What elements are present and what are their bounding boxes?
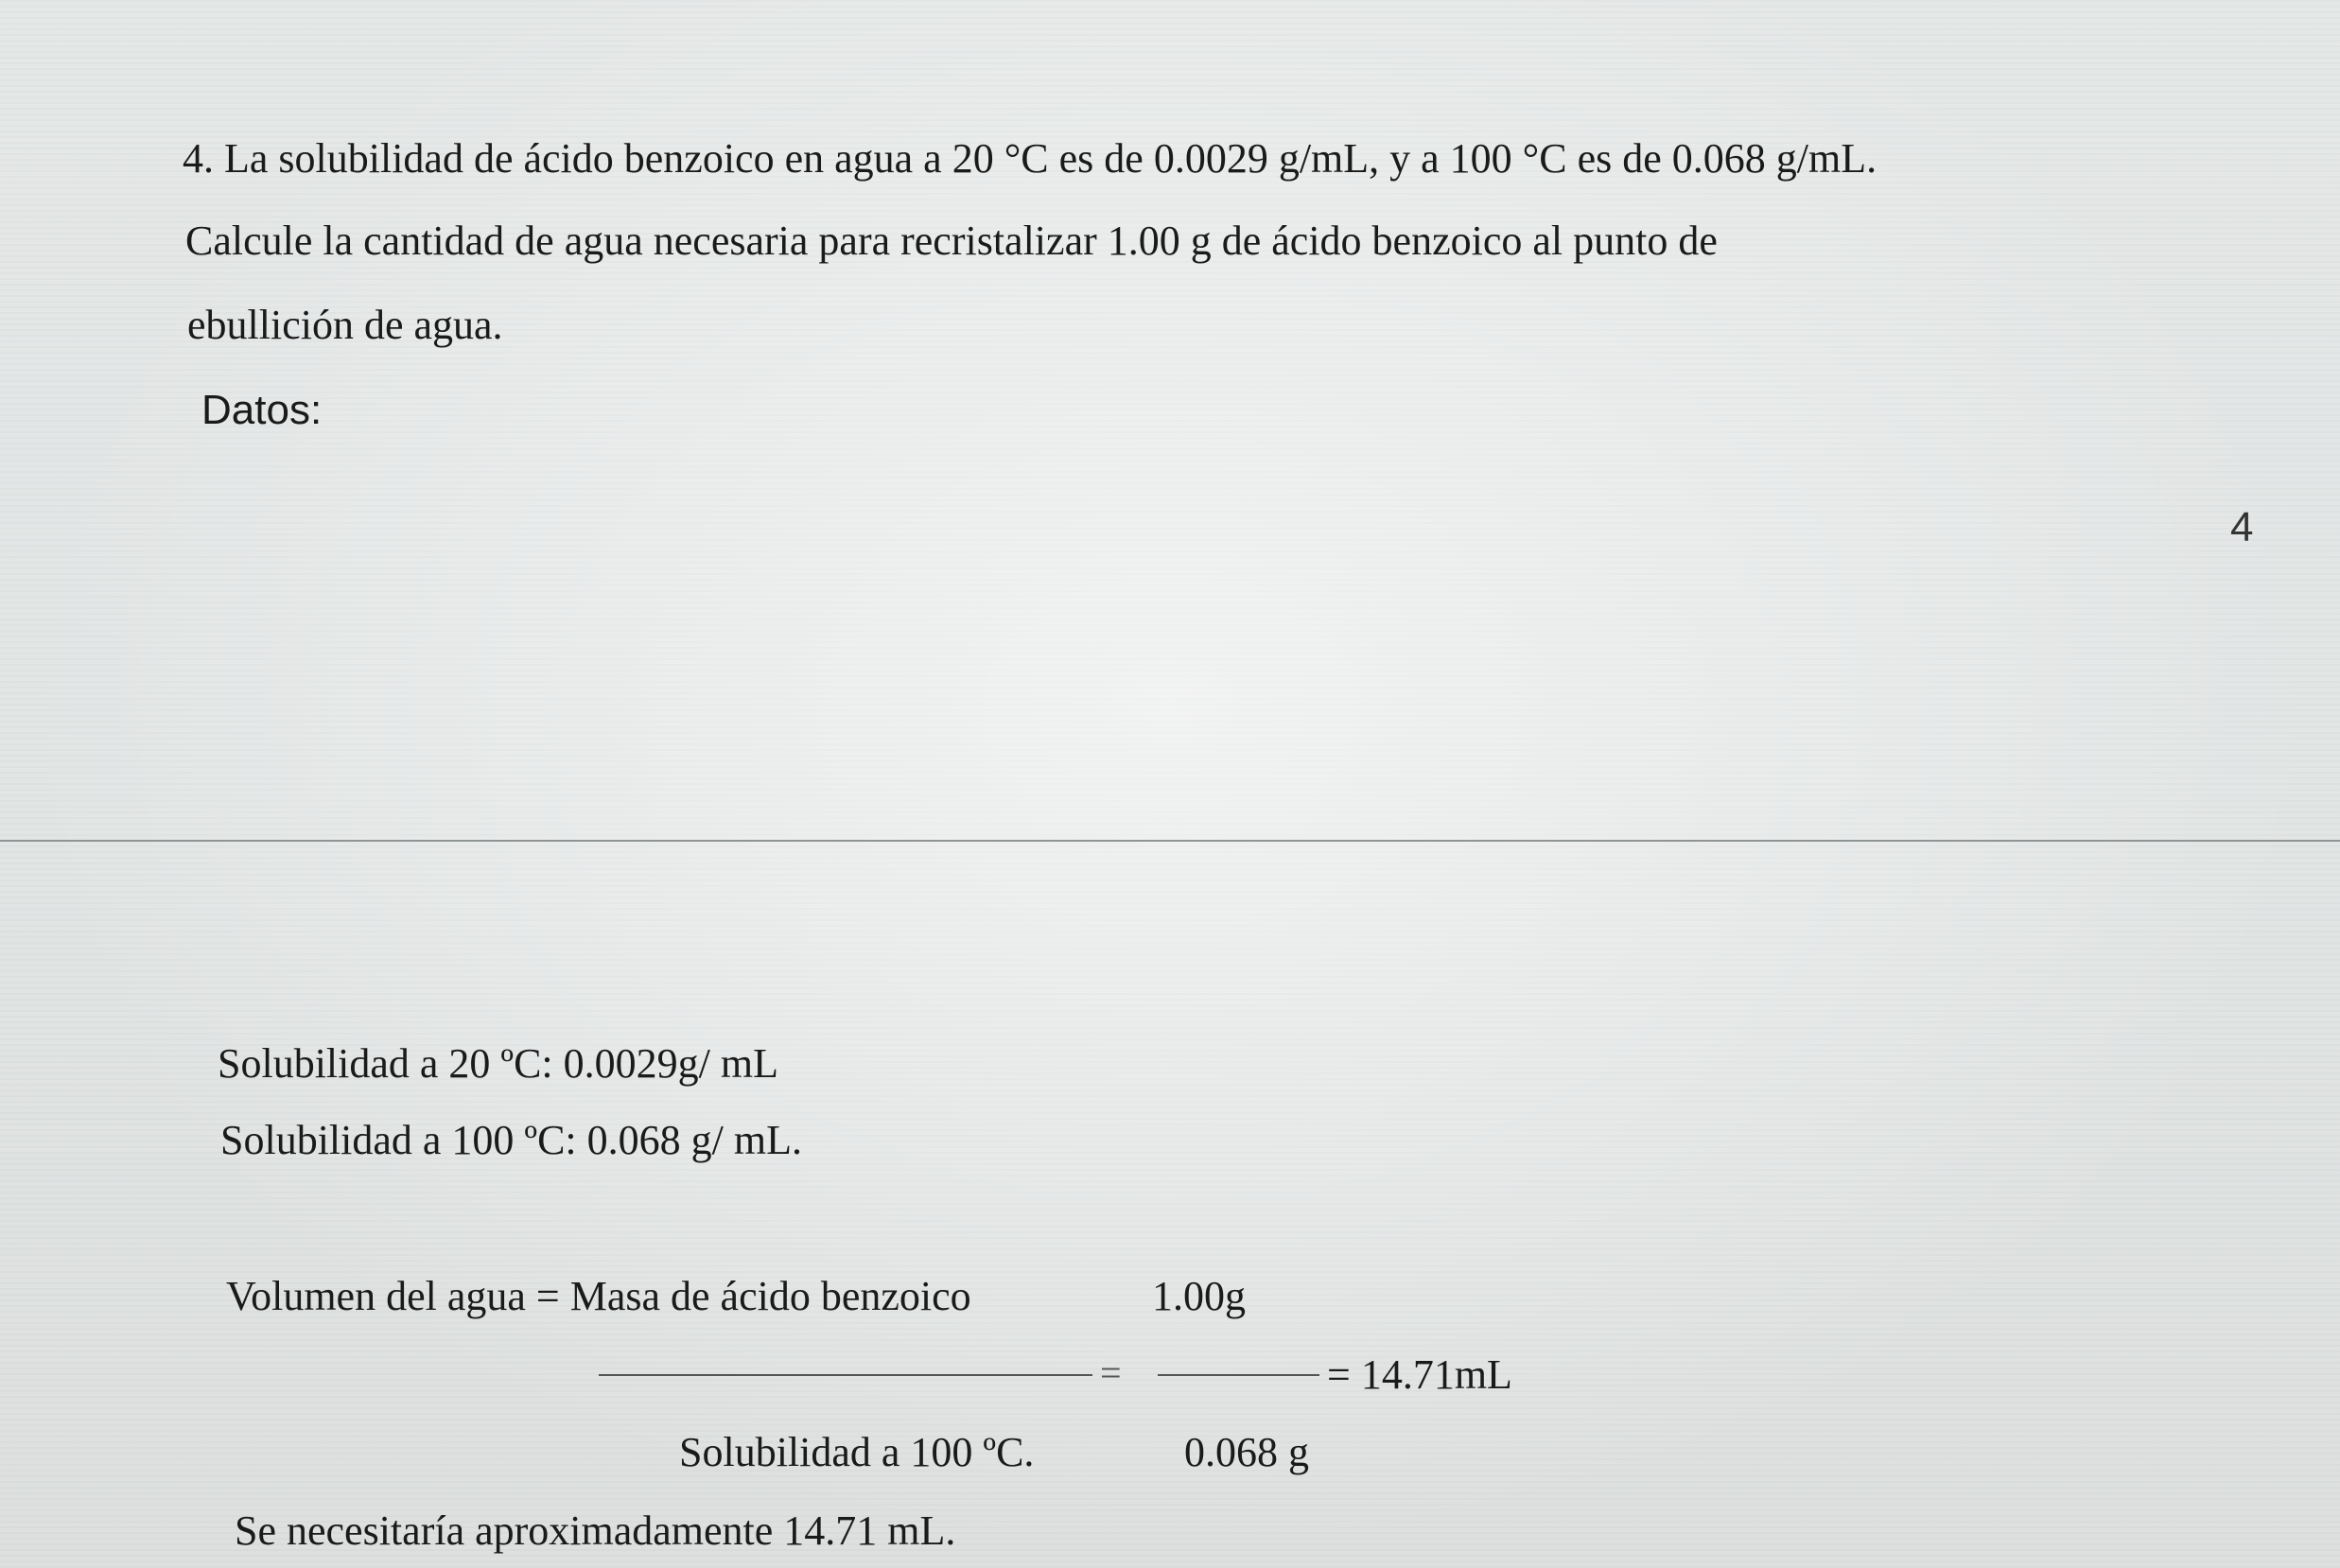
formula-left: Volumen del agua = Masa de ácido benzoico [226, 1273, 971, 1319]
formula-denominator: Solubilidad a 100 ºC. [679, 1429, 1035, 1475]
fraction-line-right [1158, 1374, 1319, 1376]
question-line-1: 4. La solubilidad de ácido benzoico en agua a 20 °C es de 0.0029 g/mL, y a 100 °C es de 0.068 g/mL. [183, 135, 1877, 182]
datos-label: Datos: [201, 387, 323, 433]
result-value: = 14.71mL [1327, 1351, 1512, 1398]
numerator-value: 1.00g [1152, 1273, 1246, 1319]
solubility-100: Solubilidad a 100 ºC: 0.068 g/ mL. [220, 1117, 802, 1163]
denominator-value: 0.068 g [1184, 1429, 1309, 1475]
solubility-20: Solubilidad a 20 ºC: 0.0029g/ mL [218, 1040, 778, 1087]
question-line-3: ebullición de agua. [187, 302, 503, 348]
equals-sign: = [1100, 1351, 1122, 1394]
fraction-line-left [599, 1374, 1092, 1376]
section-divider [0, 840, 2340, 842]
question-line-2: Calcule la cantidad de agua necesaria para recristalizar 1.00 g de ácido benzoico al punto de [185, 218, 1718, 264]
points-value: 4 [2230, 504, 2254, 550]
conclusion-text: Se necesitaría aproximadamente 14.71 mL. [235, 1507, 956, 1554]
